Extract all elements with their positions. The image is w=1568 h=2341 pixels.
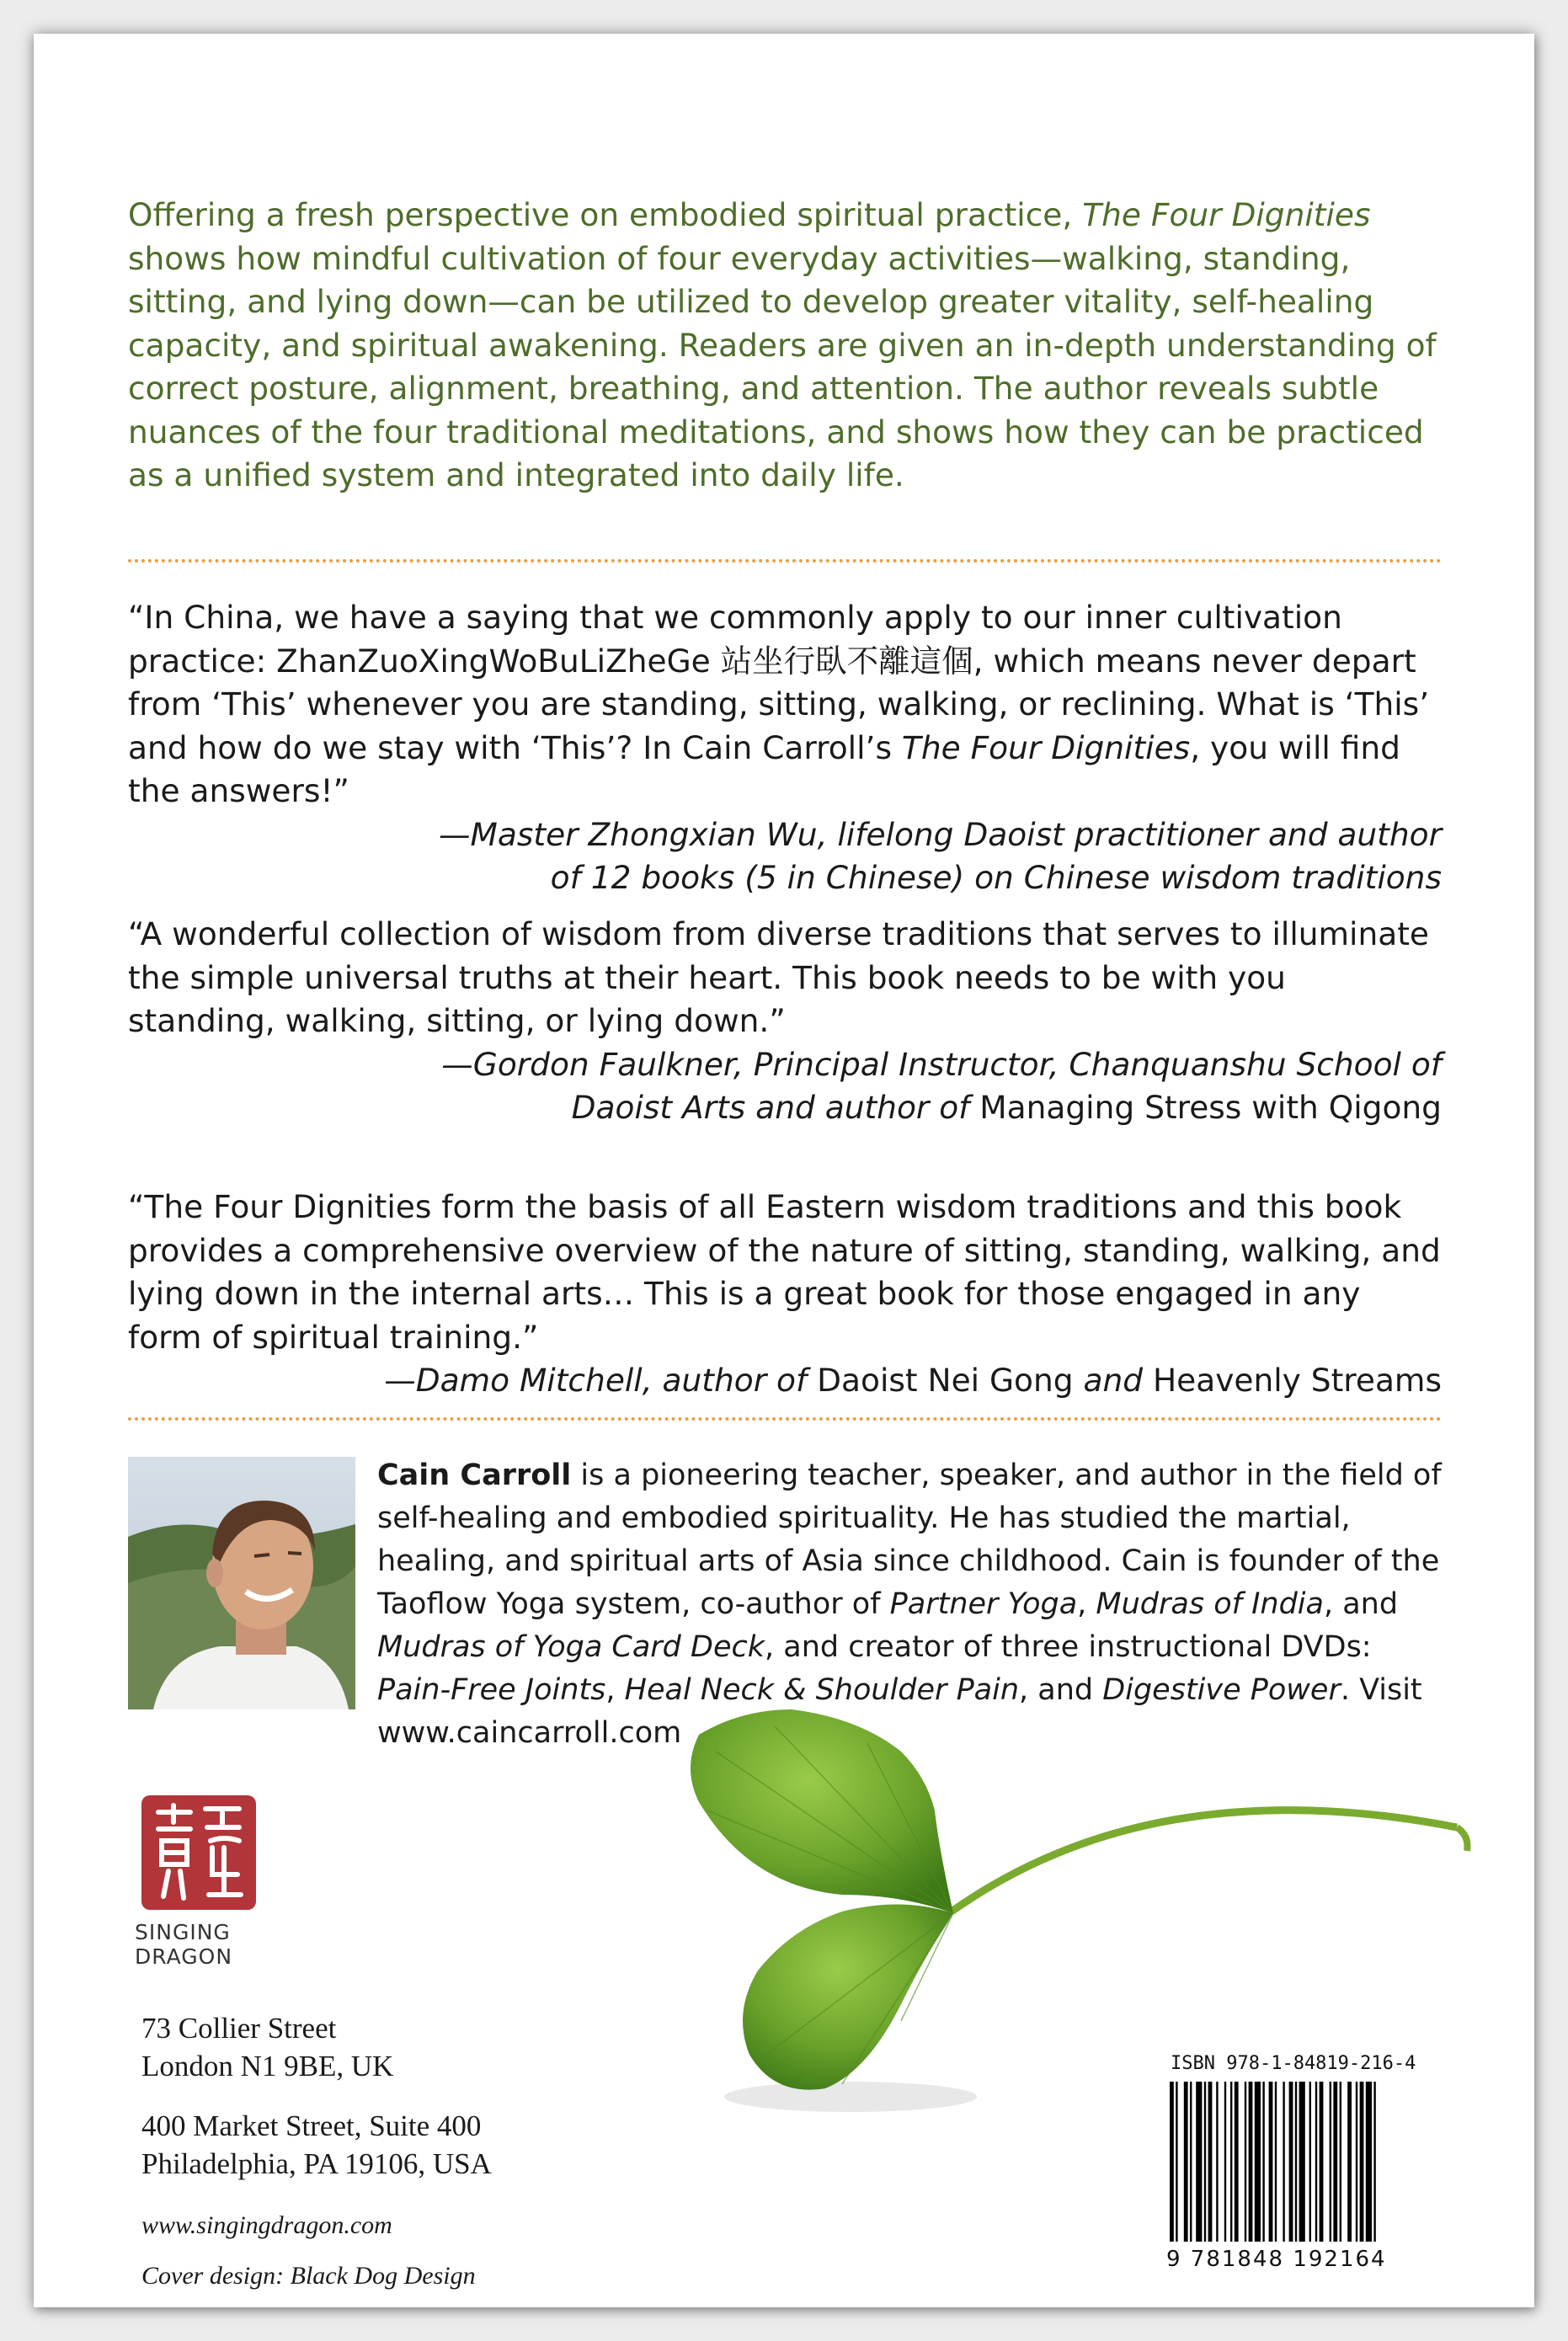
quote-attribution	[128, 1359, 1442, 1403]
address-line: London N1 9BE, UK	[141, 2050, 394, 2082]
barcode-bar	[1196, 2082, 1202, 2242]
barcode-bar	[1262, 2082, 1264, 2242]
quote-text: “A wonderful collection of wisdom from diverse traditions that serves to illuminate the simple universal truths at their heart. This book needs to be with you standing, walking, sitting, or lying down.”	[128, 915, 1429, 1039]
barcode-bar	[1249, 2082, 1253, 2242]
barcode-bar	[1230, 2082, 1232, 2242]
barcode-bar	[1356, 2082, 1357, 2242]
bio-text: . Visit www.caincarroll.com	[377, 1673, 1422, 1750]
quote-mitchell	[128, 1186, 1442, 1403]
quote-faulkner	[128, 913, 1442, 1130]
quote-wu	[128, 596, 1442, 900]
quote-attribution	[128, 813, 1442, 900]
bio-text: ,	[1077, 1587, 1096, 1621]
quote-text: “The Four Dignities form the basis of all Eastern wisdom traditions and this book provides a comprehensive overview of the nature of sitting, standing, walking, and lying down in the internal arts… This is a great book for those engaged in any form of spiritual training.”	[128, 1188, 1441, 1356]
bio-dvd-title: Digestive Power	[1102, 1673, 1341, 1707]
attribution-line: —Gordon Faulkner, Principal Instructor, Chanquanshu School of	[441, 1045, 1442, 1083]
address-line: 400 Market Street, Suite 400	[141, 2109, 482, 2142]
imprint-line: SINGING	[135, 1920, 231, 1944]
attribution-line: of 12 books (5 in Chinese) on Chinese wisdom traditions	[550, 859, 1442, 896]
attribution-book-title: Daoist Nei Gong	[817, 1362, 1074, 1399]
barcode	[1166, 2082, 1444, 2242]
barcode-bar	[1347, 2082, 1352, 2242]
barcode-bar	[1275, 2082, 1277, 2242]
bio-book-title: Mudras of Yoga Card Deck	[377, 1630, 765, 1664]
divider-top	[128, 559, 1442, 563]
author-photo	[128, 1457, 355, 1709]
address-usa	[141, 2107, 492, 2183]
barcode-bar	[1373, 2082, 1375, 2242]
author-portrait-icon	[128, 1457, 355, 1709]
barcode-bar	[1320, 2082, 1324, 2242]
attribution-line: Daoist Arts and author of	[571, 1089, 980, 1126]
barcode-bar	[1360, 2082, 1364, 2242]
blurb-text: Offering a fresh perspective on embodied spiritual practice,	[128, 196, 1083, 233]
barcode-bar	[1315, 2082, 1317, 2242]
book-blurb	[128, 194, 1442, 498]
cover-design-credit: Cover design: Black Dog Design	[141, 2262, 476, 2290]
bio-text: , and	[1019, 1673, 1103, 1707]
bio-book-title: Partner Yoga	[889, 1587, 1078, 1621]
barcode-number: 9 781848 192164	[1166, 2247, 1387, 2272]
barcode-bar	[1283, 2082, 1284, 2242]
barcode-bar	[1289, 2082, 1293, 2242]
isbn-label: ISBN 978-1-84819-216-4	[1171, 2053, 1416, 2074]
back-cover	[34, 34, 1534, 2307]
barcode-bar	[1340, 2082, 1341, 2242]
author-name: Cain Carroll	[377, 1458, 572, 1492]
barcode-bar	[1330, 2082, 1331, 2242]
quote-text: “In China, we have a saying that we commonly apply to our inner cultivation practice: ZhanZuoXingWoBuLiZheGe 站坐行臥不離這個, which means never depart from ‘This’ whenever you are standing, sitting, walking, or reclining. What is ‘This’ and how do we stay with ‘This’? In Cain Carroll’s	[128, 599, 1430, 766]
publisher-website[interactable]: www.singingdragon.com	[141, 2211, 392, 2239]
address-line: 73 Collier Street	[141, 2012, 337, 2045]
bio-text: , and	[1323, 1587, 1399, 1621]
quote-book-title: The Four Dignities	[901, 728, 1191, 766]
address-uk	[141, 2009, 393, 2085]
barcode-bar	[1269, 2082, 1273, 2242]
barcode-bar	[1184, 2082, 1188, 2242]
address-line: Philadelphia, PA 19106, USA	[141, 2147, 492, 2180]
quote-text-end: , you will find the answers!”	[128, 728, 1400, 809]
attribution-conj: and	[1073, 1362, 1153, 1399]
barcode-bar	[1295, 2082, 1297, 2242]
quote-attribution	[128, 1043, 1442, 1130]
barcode-bar	[1333, 2082, 1337, 2242]
bio-text: is a pioneering teacher, speaker, and author in the field of self-healing and embodied spirituality. He has studied the martial, healing, and spiritual arts of Asia since childhood. Cain is founder of the Taoflow Yoga system, co-author of	[377, 1458, 1442, 1621]
barcode-bar	[1255, 2082, 1261, 2242]
barcode-bar	[1208, 2082, 1213, 2242]
barcode-bar	[1176, 2082, 1177, 2242]
attribution-book-title: Heavenly Streams	[1152, 1362, 1442, 1399]
bio-dvd-title: Heal Neck & Shoulder Pain	[624, 1673, 1020, 1707]
barcode-bar	[1366, 2082, 1372, 2242]
imprint-line: DRAGON	[135, 1944, 233, 1969]
blurb-book-title: The Four Dignities	[1082, 196, 1371, 233]
attribution-line: —Master Zhongxian Wu, lifelong Daoist practitioner and author	[439, 815, 1442, 853]
bio-book-title: Mudras of India	[1096, 1587, 1324, 1621]
divider-bottom	[128, 1417, 1442, 1421]
bio-text: ,	[605, 1673, 625, 1707]
attribution-line: —Damo Mitchell, author of	[384, 1362, 818, 1399]
barcode-bar	[1309, 2082, 1311, 2242]
publisher-imprint	[135, 1920, 303, 1969]
singing-dragon-seal-icon	[140, 1794, 258, 1912]
barcode-bar	[1216, 2082, 1218, 2242]
barcode-bar	[1224, 2082, 1226, 2242]
bio-dvd-title: Pain-Free Joints	[377, 1673, 606, 1707]
barcode-bar	[1204, 2082, 1206, 2242]
barcode-bar	[1245, 2082, 1246, 2242]
barcode-bar	[1235, 2082, 1239, 2242]
barcode-bar	[1299, 2082, 1305, 2242]
bio-text: , and creator of three instructional DVDs:	[765, 1630, 1372, 1664]
barcode-bar	[1190, 2082, 1192, 2242]
barcode-bar	[1170, 2082, 1174, 2242]
attribution-book-title: Managing Stress with Qigong	[979, 1089, 1442, 1126]
blurb-text-cont: shows how mindful cultivation of four everyday activities—walking, standing, sitting, and lying down—can be utilized to develop greater vitality, self-healing capacity, and spiritual awakening. Readers are given an in-depth understanding of correct posture, alignment, breathing, and attention. The author reveals subtle nuances of the four traditional meditations, and shows how they can be practiced as a unified system and integrated into daily life.	[128, 239, 1437, 493]
